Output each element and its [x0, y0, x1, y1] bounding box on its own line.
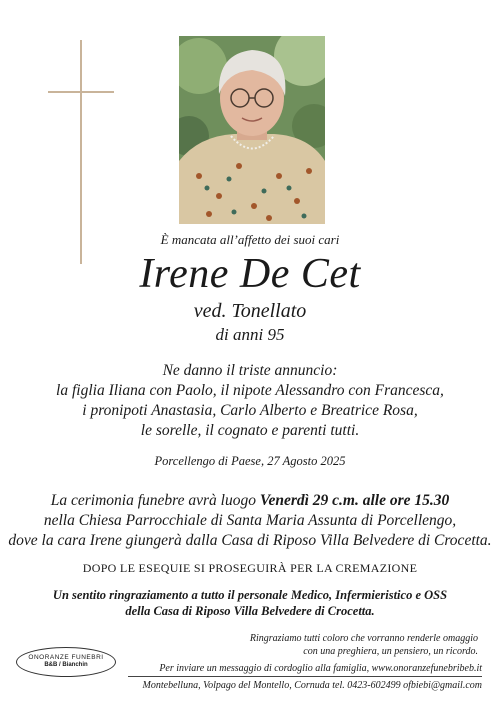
- place-date: Porcellengo di Paese, 27 Agosto 2025: [154, 454, 346, 468]
- announcement-line: i pronipoti Anastasia, Carlo Alberto e Breatrice Rosa,: [82, 402, 418, 419]
- announcement-line: la figlia Iliana con Paolo, il nipote Alessandro con Francesca,: [56, 382, 444, 399]
- funeral-home-logo: [16, 647, 116, 677]
- announcement-line: Ne danno il triste annuncio:: [162, 362, 338, 379]
- ceremony-line-2: nella Chiesa Parrocchiale di Santa Maria Assunta di Porcellengo,: [43, 512, 457, 529]
- condolence-message-info: Per inviare un messaggio di cordoglio alla famiglia, www.onoranzefunebribeb.it: [159, 663, 482, 674]
- announcement: [0, 361, 500, 441]
- ceremony-text: La cerimonia funebre avrà luogo: [50, 492, 260, 509]
- widow-of: ved. Tonellato: [193, 300, 307, 322]
- cremation-notice: DOPO LE ESEQUIE SI PROSEGUIRÀ PER LA CREMAZIONE: [82, 561, 418, 575]
- gratitude-note: [230, 632, 478, 658]
- thanks-line: Un sentito ringraziamento a tutto il personale Medico, Infermieristico e OSS: [52, 588, 448, 602]
- thanks-line: della Casa di Riposo Villa Belvedere di Crocetta.: [125, 604, 375, 618]
- logo-line-2: B&B / Bianchin: [44, 662, 88, 668]
- footer-divider: [128, 676, 482, 677]
- gratitude-line: Ringraziamo tutti coloro che vorranno renderle omaggio: [249, 633, 478, 644]
- cross-vertical: [80, 40, 82, 264]
- thanks: [0, 587, 500, 619]
- gratitude-line: con una preghiera, un pensiero, un ricordo.: [303, 646, 478, 657]
- deceased-name: Irene De Cet: [139, 251, 361, 297]
- logo-line-1: ONORANZE FUNEBRI: [28, 654, 104, 661]
- ceremony-details: [0, 491, 500, 551]
- cross-horizontal: [48, 91, 114, 93]
- ceremony-datetime: Venerdì 29 c.m. alle ore 15.30: [259, 492, 450, 509]
- portrait-photo: [179, 36, 325, 224]
- ceremony-line-1: [0, 491, 500, 511]
- announcement-line: le sorelle, il cognato e parenti tutti.: [140, 422, 360, 439]
- age: di anni 95: [215, 325, 285, 344]
- ceremony-line-3: dove la cara Irene giungerà dalla Casa di Riposo Villa Belvedere di Crocetta.: [8, 532, 492, 549]
- intro-text: È mancata all’affetto dei suoi cari: [160, 232, 340, 247]
- contact-info: Montebelluna, Volpago del Montello, Cornuda tel. 0423-602499 ofbiebi@gmail.com: [142, 680, 482, 691]
